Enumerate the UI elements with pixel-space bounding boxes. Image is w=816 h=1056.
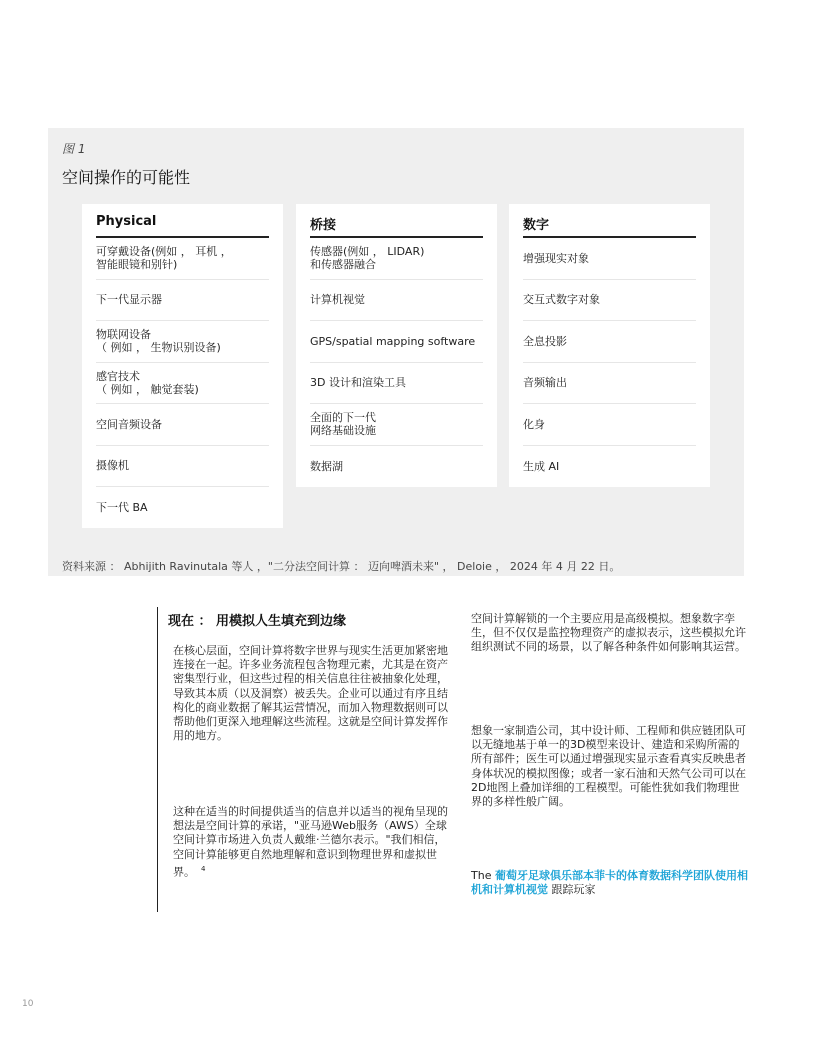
figure-source: 资料来源 ： Abhijith Ravinutala 等人 ，"二分法空间计算 ： 迈向啤酒未来" ， Deloie ， 2024 年 4 月 22 日。	[62, 560, 621, 573]
column-digital	[509, 204, 710, 487]
list-item: GPS/spatial mapping software	[310, 321, 483, 363]
list-item: 数据湖	[310, 459, 343, 473]
list-item: 空间音频设备	[96, 404, 269, 446]
callout-prefix: The	[471, 869, 492, 882]
figure-label: 图 1	[62, 142, 86, 156]
figure-title: 空间操作的可能性	[62, 168, 191, 187]
figure-panel	[48, 128, 744, 576]
list-item: 全息投影	[523, 321, 696, 363]
list-item: 生成 AI	[523, 459, 560, 473]
section-title: 现在 ： 用模拟人生填充到边缘	[168, 614, 347, 629]
callout-link[interactable]: 葡萄牙足球俱乐部本菲卡的体育数据科学团队使用相机和计算机视觉	[471, 869, 748, 897]
body-paragraph: 在核心层面，空间计算将数字世界与现实生活更加紧密地连接在一起。许多业务流程包含物理元素，尤其是在资产密集型行业，但这些过程的相关信息往往被抽象化处理，导致其本质（以及洞察）被丢失。企业可以通过有序且结构化的商业数据了解其运营情况，而加入物理数据则可以帮助他们更深入地理解这些流程。这就是空间计算发挥作用的地方。	[173, 644, 448, 743]
callout	[471, 869, 749, 897]
list-item: 下一代显示器	[96, 280, 269, 322]
list-item: 可穿戴设备(例如 ， 耳机 ， 智能眼镜和别针)	[96, 238, 269, 280]
callout-suffix: 跟踪玩家	[551, 883, 596, 897]
body-paragraph: 想象一家制造公司，其中设计师、工程师和供应链团队可以无缝地基于单一的3D模型来设计、建造和采购所需的所有部件；医生可以通过增强现实显示查看真实反映患者身体状况的模拟图像；或者一家石油和天然气公司可以在2D地图上叠加详细的工程模型。可能性犹如我们物理世界的多样性般广阔。	[471, 724, 746, 809]
list-item: 下一代 BA	[96, 501, 148, 515]
column-bridge	[296, 204, 497, 487]
column-physical	[82, 204, 283, 528]
list-item: 交互式数字对象	[523, 280, 696, 322]
body-paragraph: 空间计算解锁的一个主要应用是高级模拟。想象数字孪生，但不仅仅是监控物理资产的虚拟表示，这些模拟允许组织测试不同的场景，以了解各种条件如何影响其运营。	[471, 612, 746, 654]
list-item: 传感器(例如 ， LIDAR) 和传感器融合	[310, 238, 483, 280]
body-paragraph	[173, 805, 453, 880]
section-divider	[157, 607, 158, 912]
list-item: 感官技术 （ 例如 ， 触觉套装)	[96, 363, 269, 405]
list-item: 计算机视觉	[310, 280, 483, 322]
list-item: 化身	[523, 404, 696, 446]
list-item: 物联网设备 （ 例如 ， 生物识别设备)	[96, 321, 269, 363]
column-heading: Physical	[96, 204, 269, 238]
list-item: 3D 设计和渲染工具	[310, 363, 483, 405]
page-number: 10	[22, 999, 34, 1009]
quote-text: 这种在适当的时间提供适当的信息并以适当的视角呈现的想法是空间计算的承诺，"亚马逊Web服务（AWS）全球空间计算市场进入负责人戴维·兰德尔表示。"我们相信，空间计算能够更自然地理解和意识到物理世界和虚拟世界。	[173, 805, 448, 879]
list-item: 摄像机	[96, 446, 269, 488]
list-item: 增强现实对象	[523, 238, 696, 280]
column-heading: 桥接	[310, 204, 483, 238]
list-item: 全面的下一代 网络基础设施	[310, 404, 483, 446]
list-item: 音频输出	[523, 363, 696, 405]
footnote-marker[interactable]: 4	[201, 864, 206, 873]
column-heading: 数字	[523, 204, 696, 238]
